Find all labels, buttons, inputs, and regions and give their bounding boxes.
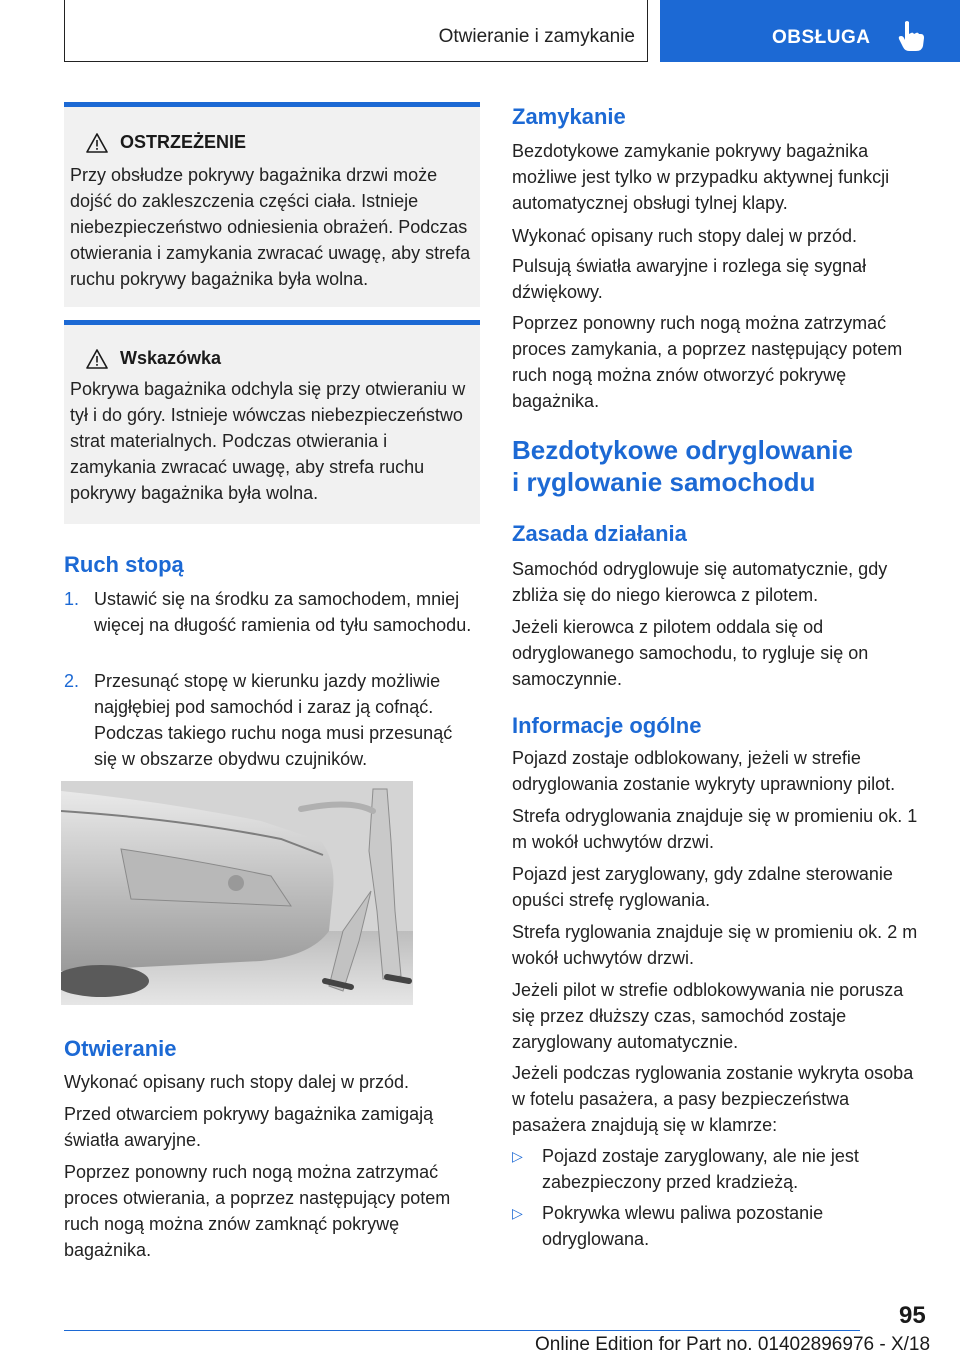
step-1 [64,586,480,638]
chapter-title: Otwieranie i zamykanie [438,26,635,47]
heading-bezdotykowe [512,434,932,498]
zasada-paragraph: Samochód odryglowuje się automatycznie, gdy zbliża się do niego kierowca z pilotem. [512,559,888,605]
step-text: Przesunąć stopę w kierunku jazdy możliwie najgłębiej pod samochód i zaraz ją cofnąć. Podczas takiego ruchu noga musi przesunąć się w obszarze obydwu czujników. [94,671,453,769]
otwieranie-paragraph: Przed otwarciem pokrywy bagażnika zamigają światła awaryjne. [64,1104,434,1150]
bullet-text: Pojazd zostaje zaryglowany, ale nie jest zabezpieczony przed kradzieżą. [542,1146,859,1192]
informacje-paragraph: Pojazd zostaje odblokowany, jeżeli w strefie odryglowania zostanie wykryty uprawniony pilot. [512,748,896,794]
informacje-paragraph: Jeżeli podczas ryglowania zostanie wykryta osoba w fotelu pasażera, a pasy bezpieczeństwa pasażera znajdują się w klamrze: [512,1063,914,1135]
heading-zasada: Zasada działania [512,521,687,546]
heading-informacje: Informacje ogólne [512,713,702,738]
zamykanie-paragraph: Bezdotykowe zamykanie pokrywy bagażnika możliwe jest tylko w przypadku aktywnej funkcji automatycznej obsługi tylnej klapy. [512,141,890,213]
bullet-text: Pokrywka wlewu paliwa pozostanie odryglowana. [542,1203,824,1249]
warning-box [64,102,480,307]
heading-bezdotykowe-line1: Bezdotykowe odryglowanie [512,435,853,465]
informacje-paragraph: Strefa ryglowania znajduje się w promieniu ok. 2 m wokół uchwytów drzwi. [512,922,918,968]
otwieranie-paragraph: Poprzez ponowny ruch nogą można zatrzymać proces otwierania, a poprzez następujący potem ruch nogą można znów zamknąć pokrywę bagażnika. [64,1162,451,1260]
note-box-rule [64,320,480,325]
informacje-paragraph: Strefa odryglowania znajduje się w promieniu ok. 1 m wokół uchwytów drzwi. [512,806,918,852]
step-number: 1. [64,589,80,609]
note-box-title: Wskazówka [120,348,222,368]
zamykanie-paragraph: Poprzez ponowny ruch nogą można zatrzymać proces zamykania, a poprzez następujący potem ruch nogą można znów otworzyć pokrywę bagażnika. [512,313,903,411]
otwieranie-paragraph: Wykonać opisany ruch stopy dalej w przód. [64,1072,410,1092]
heading-zamykanie: Zamykanie [512,104,626,129]
list-item [512,1143,928,1195]
zamykanie-paragraph: Wykonać opisany ruch stopy dalej w przód. [512,226,858,246]
section-title: OBSŁUGA [772,27,871,48]
header-section-tab [660,0,960,62]
bullet-triangle-icon: ▷ [512,1148,523,1164]
page-number: 95 [899,1302,926,1329]
step-text: Ustawić się na środku za samochodem, mniej więcej na długość ramienia od tyłu samochodu. [94,589,472,635]
foot-gesture-illustration [61,781,413,1005]
car-rear-foot-image [61,781,413,1005]
zasada-paragraph: Jeżeli kierowca z pilotem oddala się od odryglowanego samochodu, to rygluje się on samoczynnie. [512,617,869,689]
heading-ruch-stopa: Ruch stopą [64,552,184,577]
step-number: 2. [64,671,80,691]
pointing-hand-icon [896,20,926,52]
informacje-paragraph: Jeżeli pilot w strefie odblokowywania nie porusza się przez dłuższy czas, samochód zostaje zaryglowany automatycznie. [512,980,904,1052]
zamykanie-paragraph: Pulsują światła awaryjne i rozlega się sygnał dźwiękowy. [512,256,867,302]
heading-otwieranie: Otwieranie [64,1036,177,1061]
bullet-triangle-icon: ▷ [512,1205,523,1221]
step-2 [64,668,480,772]
warning-triangle-icon [86,349,108,369]
note-box-header [74,348,221,369]
list-item [512,1200,928,1252]
warning-box-title: OSTRZEŻENIE [120,132,247,152]
footer-rule [64,1330,860,1331]
warning-box-rule [64,102,480,107]
warning-box-header [74,132,246,153]
edition-footer: Online Edition for Part no. 01402896976 - X/18 [535,1334,931,1355]
heading-bezdotykowe-line2: i ryglowanie samochodu [512,467,816,497]
header-chapter-box [64,0,648,62]
warning-box-text: Przy obsłudze pokrywy bagażnika drzwi może dojść do zakleszczenia części ciała. Istnieje niebezpieczeństwo odniesienia obrażeń. Podczas otwierania i zamykania zwracać uwagę, aby strefa ruchu pokrywy bagażnika była wolna. [70,165,471,289]
note-box [64,320,480,524]
warning-triangle-icon [86,133,108,153]
informacje-paragraph: Pojazd jest zaryglowany, gdy zdalne sterowanie opuści strefę ryglowania. [512,864,893,910]
note-box-text: Pokrywa bagażnika odchyla się przy otwieraniu w tył i do góry. Istnieje wówczas niebezpieczeństwo strat materialnych. Podczas otwierania i zamykania zwracać uwagę, aby strefa ruchu pokrywy bagażnika była wolna. [70,379,466,503]
